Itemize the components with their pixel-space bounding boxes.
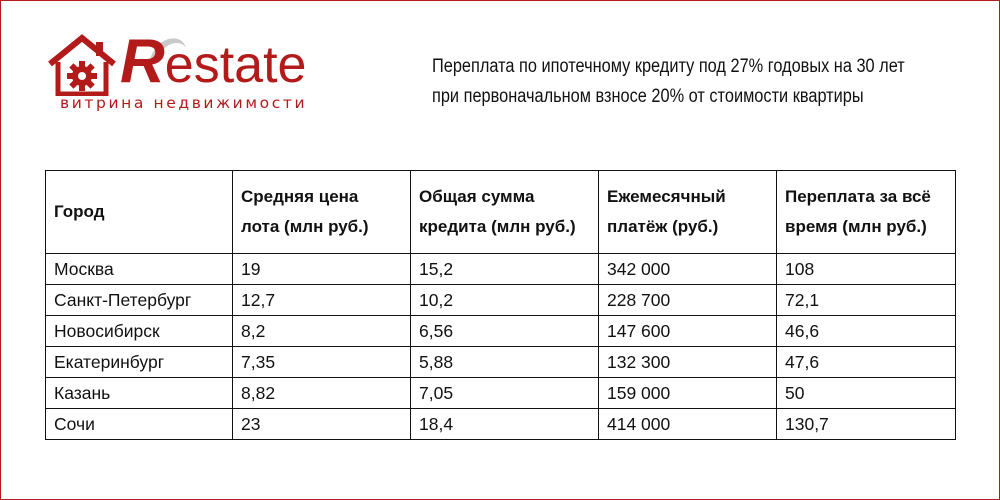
cell-loan-total: 10,2 xyxy=(411,285,599,316)
cell-city: Сочи xyxy=(46,409,233,440)
cell-overpayment: 46,6 xyxy=(777,316,956,347)
brand-name: estate xyxy=(164,36,307,94)
cell-monthly-payment: 132 300 xyxy=(599,347,777,378)
cell-avg-price: 8,82 xyxy=(233,378,411,409)
cell-loan-total: 15,2 xyxy=(411,254,599,285)
cell-overpayment: 108 xyxy=(777,254,956,285)
header-city: Город xyxy=(46,171,233,254)
cell-loan-total: 7,05 xyxy=(411,378,599,409)
header-monthly-payment: Ежемесячный платёж (руб.) xyxy=(599,171,777,254)
brand-tagline: витрина недвижимости xyxy=(60,94,308,112)
cell-avg-price: 7,35 xyxy=(233,347,411,378)
cell-loan-total: 6,56 xyxy=(411,316,599,347)
headline-line-1: Переплата по ипотечному кредиту под 27% годовых на 30 лет xyxy=(432,56,905,77)
brand-wordmark xyxy=(120,27,307,96)
cell-monthly-payment: 228 700 xyxy=(599,285,777,316)
cell-city: Екатеринбург xyxy=(46,347,233,378)
cell-loan-total: 5,88 xyxy=(411,347,599,378)
table-row xyxy=(46,316,956,347)
cell-monthly-payment: 147 600 xyxy=(599,316,777,347)
cell-city: Казань xyxy=(46,378,233,409)
cell-overpayment: 47,6 xyxy=(777,347,956,378)
mortgage-table xyxy=(45,170,956,440)
table-row xyxy=(46,409,956,440)
cell-avg-price: 12,7 xyxy=(233,285,411,316)
table-row xyxy=(46,254,956,285)
header-avg-price: Средняя цена лота (млн руб.) xyxy=(233,171,411,254)
house-gear-icon xyxy=(46,34,118,96)
cell-monthly-payment: 342 000 xyxy=(599,254,777,285)
cell-avg-price: 8,2 xyxy=(233,316,411,347)
brand-letter: R xyxy=(120,27,165,96)
cell-monthly-payment: 414 000 xyxy=(599,409,777,440)
headline-line-2: при первоначальном взносе 20% от стоимости квартиры xyxy=(432,86,864,107)
headline xyxy=(432,52,905,112)
cell-avg-price: 19 xyxy=(233,254,411,285)
cell-city: Новосибирск xyxy=(46,316,233,347)
cell-overpayment: 72,1 xyxy=(777,285,956,316)
cell-monthly-payment: 159 000 xyxy=(599,378,777,409)
table-row xyxy=(46,285,956,316)
cell-city: Москва xyxy=(46,254,233,285)
cell-avg-price: 23 xyxy=(233,409,411,440)
cell-overpayment: 50 xyxy=(777,378,956,409)
cell-city: Санкт-Петербург xyxy=(46,285,233,316)
header-overpayment: Переплата за всё время (млн руб.) xyxy=(777,171,956,254)
header-loan-total: Общая сумма кредита (млн руб.) xyxy=(411,171,599,254)
cell-loan-total: 18,4 xyxy=(411,409,599,440)
table-row xyxy=(46,347,956,378)
restate-logo xyxy=(46,27,316,120)
table-header-row xyxy=(46,171,956,254)
cell-overpayment: 130,7 xyxy=(777,409,956,440)
table-row xyxy=(46,378,956,409)
